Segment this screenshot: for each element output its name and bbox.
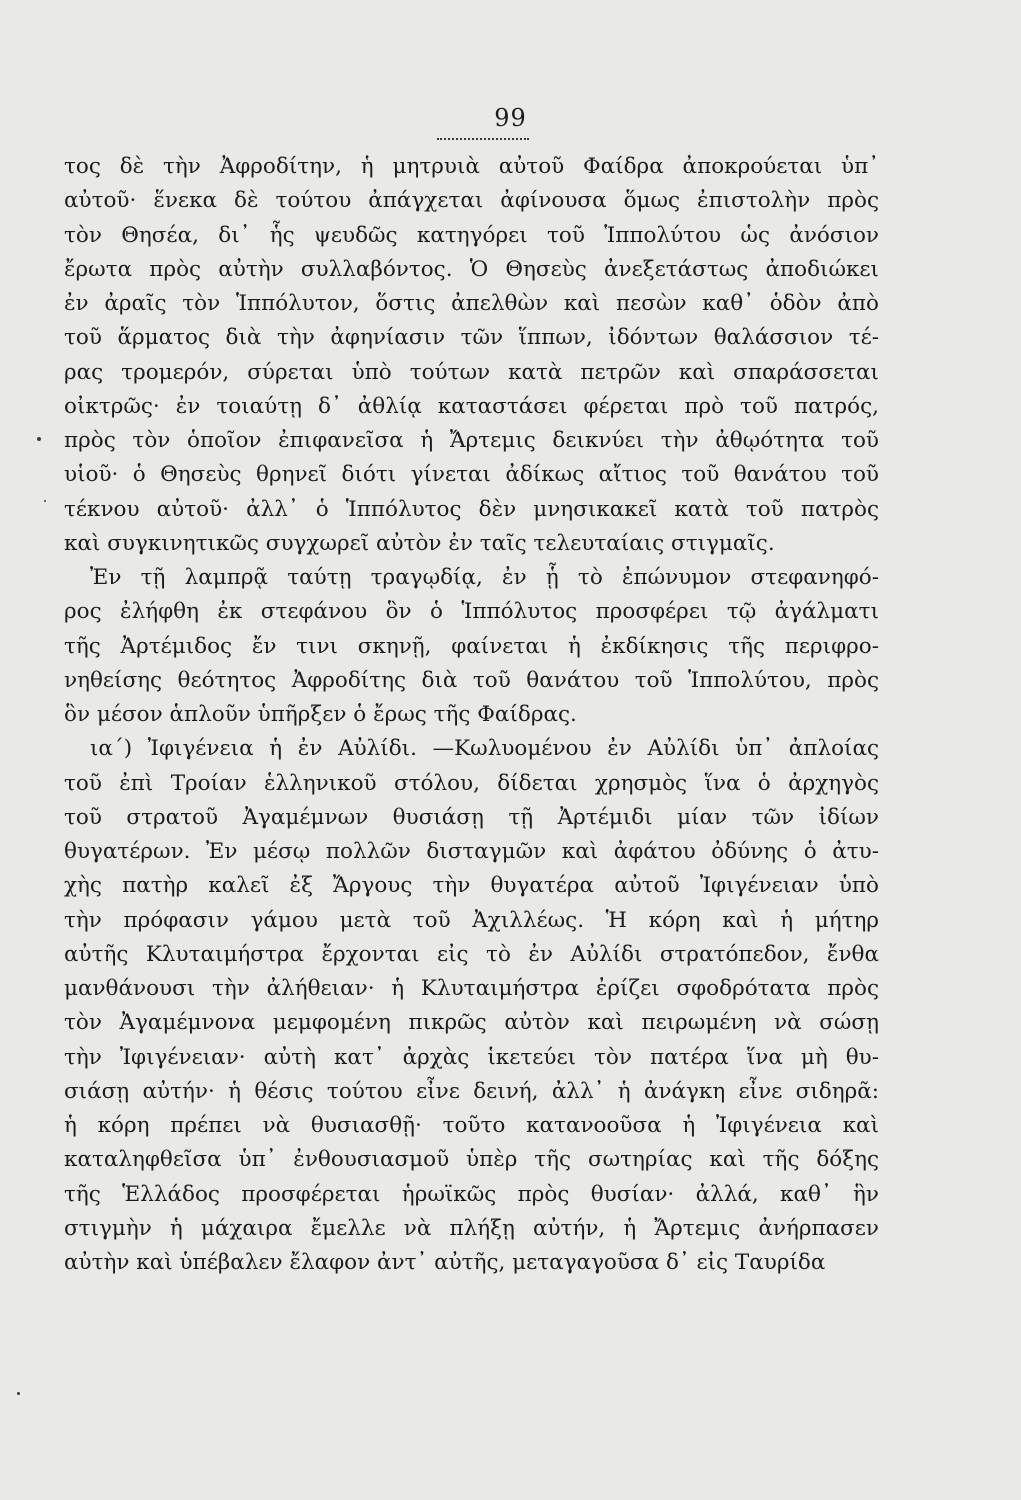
text-line: στιγμὴν ἡ μάχαιρα ἔμελλε νὰ πλήξῃ αὐτήν, ἡ Ἄρτεμις ἀνήρπασεν (64, 1215, 879, 1241)
text-line: χὴς πατὴρ καλεῖ ἐξ Ἄργους τὴν θυγατέρα αὐτοῦ Ἰφιγένειαν ὑπὸ (64, 873, 879, 899)
text-line: τοῦ ἅρματος διὰ τὴν ἀφηνίασιν τῶν ἵππων, ἰδόντων θαλάσσιον τέ- (64, 325, 879, 351)
text-line: αὐτῆς Κλυταιμήστρα ἔρχονται εἰς τὸ ἐν Αὐλίδι στρατόπεδον, ἔνθα (64, 941, 879, 967)
text-line: ρας τρομερόν, σύρεται ὑπὸ τούτων κατὰ πετρῶν καὶ σπαράσσεται (64, 359, 879, 385)
text-line: τῆς Ἀρτέμιδος ἔν τινι σκηνῇ, φαίνεται ἡ ἐκδίκησις τῆς περιφρο- (64, 633, 879, 659)
body-text (64, 150, 879, 1280)
text-line: τος δὲ τὴν Ἀφροδίτην, ἡ μητρυιὰ αὐτοῦ Φαίδρα ἀποκρούεται ὑπ᾽ (64, 154, 879, 179)
text-line: σιάσῃ αὐτήν· ἡ θέσις τούτου εἶνε δεινή, ἀλλ᾽ ἡ ἀνάγκη εἶνε σιδηρᾶ: (64, 1078, 879, 1104)
text-line: τὸν Θησέα, δι᾽ ἧς ψευδῶς κατηγόρει τοῦ Ἱππολύτου ὡς ἀνόσιον (64, 222, 879, 248)
section-heading-line: ια΄) Ἰφιγένεια ἡ ἐν Αὐλίδι. —Κωλυομένου ἐν Αὐλίδι ὑπ᾽ ἀπλοίας (90, 736, 879, 762)
text-line: μανθάνουσι τὴν ἀλήθειαν· ἡ Κλυταιμήστρα ἐρίζει σφοδρότατα πρὸς (64, 976, 879, 1001)
text-line: ρος ἐλήφθη ἐκ στεφάνου ὃν ὁ Ἱππόλυτος προσφέρει τῷ ἀγάλματι (64, 599, 879, 625)
text-line: τὴν πρόφασιν γάμου μετὰ τοῦ Ἀχιλλέως. Ἡ κόρη καὶ ἡ μήτηρ (64, 907, 879, 933)
text-line: καταληφθεῖσα ὑπ᾽ ἐνθουσιασμοῦ ὑπὲρ τῆς σωτηρίας καὶ τῆς δόξης (64, 1147, 879, 1173)
text-line: τέκνου αὐτοῦ· ἀλλ᾽ ὁ Ἱππόλυτος δὲν μνησικακεῖ κατὰ τοῦ πατρὸς (64, 496, 879, 522)
text-line: αὐτὴν καὶ ὑπέβαλεν ἔλαφον ἀντ᾽ αὐτῆς, μεταγαγοῦσα δ᾽ εἰς Ταυρίδα (64, 1250, 826, 1275)
text-line: Ἐν τῇ λαμπρᾷ ταύτῃ τραγῳδίᾳ, ἐν ᾗ τὸ ἐπώνυμον στεφανηφό- (90, 565, 879, 590)
text-line: ἡ κόρη πρέπει νὰ θυσιασθῇ· τοῦτο κατανοοῦσα ἡ Ἰφιγένεια καὶ (64, 1113, 879, 1138)
text-line: τοῦ στρατοῦ Ἀγαμέμνων θυσιάσῃ τῇ Ἀρτέμιδι μίαν τῶν ἰδίων (64, 804, 879, 830)
text-line: ἔρωτα πρὸς αὐτὴν συλλαβόντος. Ὁ Θησεὺς ἀνεξετάστως ἀποδιώκει (64, 256, 879, 282)
text-line: αὐτοῦ· ἕνεκα δὲ τούτου ἀπάγχεται ἀφίνουσα ὅμως ἐπιστολὴν πρὸς (64, 188, 879, 214)
text-line: τὸν Ἀγαμέμνονα μεμφομένη πικρῶς αὐτὸν καὶ πειρωμένη νὰ σώσῃ (64, 1010, 879, 1036)
text-line: τοῦ ἐπὶ Τροίαν ἑλληνικοῦ στόλου, δίδεται χρησμὸς ἵνα ὁ ἀρχηγὸς (64, 770, 879, 796)
text-line: θυγατέρων. Ἐν μέσῳ πολλῶν δισταγμῶν καὶ ἀφάτου ὀδύνης ὁ ἀτυ- (64, 839, 879, 864)
text-line: ἐν ἀραῖς τὸν Ἱππόλυτον, ὅστις ἀπελθὼν καὶ πεσὼν καθ᾽ ὁδὸν ἀπὸ (64, 291, 879, 316)
page-number: 99 (494, 104, 527, 132)
text-line: υἱοῦ· ὁ Θησεὺς θρηνεῖ διότι γίνεται ἀδίκως αἴτιος τοῦ θανάτου τοῦ (64, 462, 879, 488)
text-line: τῆς Ἑλλάδος προσφέρεται ἡρωϊκῶς πρὸς θυσίαν· ἀλλά, καθ᾽ ἣν (64, 1181, 879, 1207)
text-line: νηθείσης θεότητος Ἀφροδίτης διὰ τοῦ θανάτου τοῦ Ἱππολύτου, πρὸς (64, 667, 879, 693)
text-line: οἰκτρῶς· ἐν τοιαύτῃ δ᾽ ἀθλίᾳ καταστάσει φέρεται πρὸ τοῦ πατρός, (64, 393, 879, 419)
paper-speck (44, 500, 46, 502)
text-line: ὃν μέσον ἁπλοῦν ὑπῆρξεν ὁ ἔρως τῆς Φαίδρας. (64, 702, 577, 727)
paper-speck (37, 437, 41, 441)
text-line: τὴν Ἰφιγένειαν· αὐτὴ κατ᾽ ἀρχὰς ἱκετεύει τὸν πατέρα ἵνα μὴ θυ- (64, 1044, 879, 1070)
text-line: πρὸς τὸν ὁποῖον ἐπιφανεῖσα ἡ Ἄρτεμις δεικνύει τὴν ἀθῳότητα τοῦ (64, 428, 879, 453)
text-line: καὶ συγκινητικῶς συγχωρεῖ αὐτὸν ἐν ταῖς τελευταίαις στιγμαῖς. (64, 530, 775, 556)
header-rule (437, 138, 529, 140)
paper-speck (17, 1392, 20, 1395)
